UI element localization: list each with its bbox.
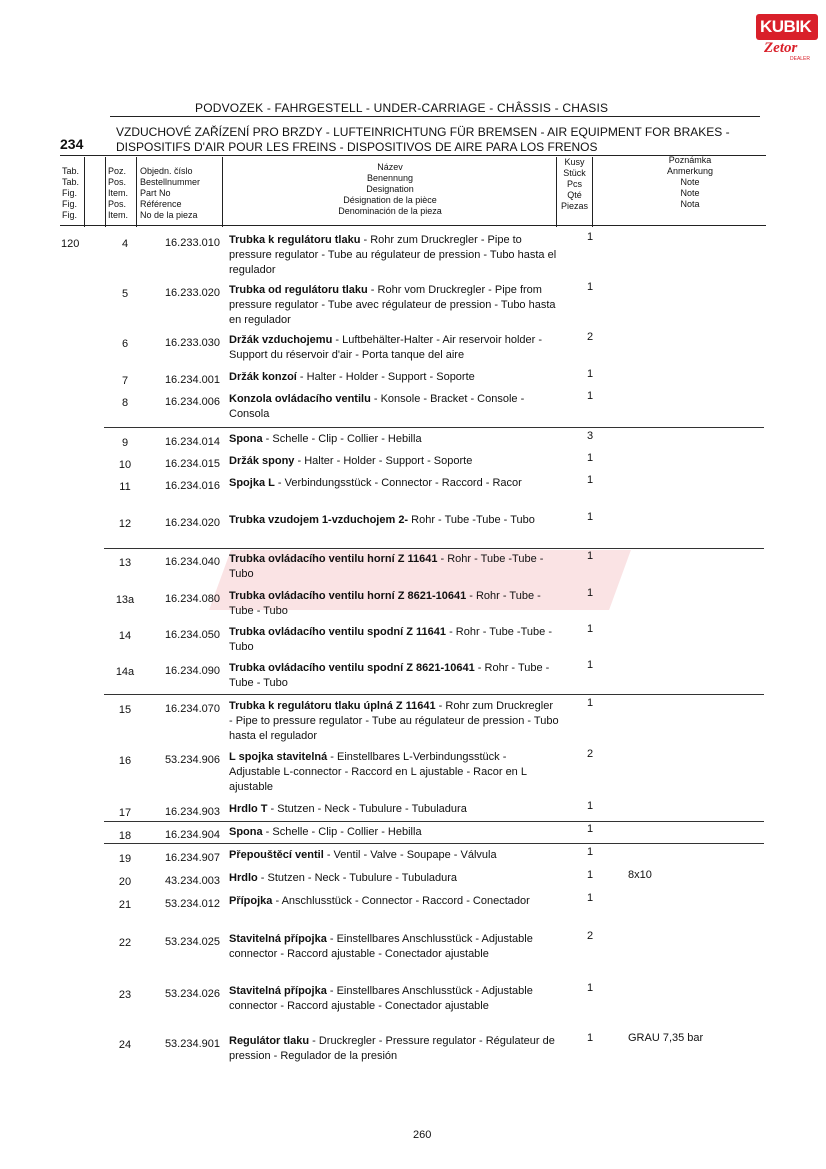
header-line: Denominación de la pieza bbox=[338, 206, 442, 216]
item-position: 16 bbox=[118, 755, 132, 767]
tab-number: 120 bbox=[61, 238, 80, 250]
part-translations: - Rohr zum Druckregler - Pipe to pressure regulator - Tube au régulateur de pression - Tubo hasta el regulador bbox=[229, 700, 559, 742]
part-description bbox=[229, 283, 559, 328]
part-name-czech: Trubka ovládacího ventilu spodní Z 11641 bbox=[229, 626, 447, 638]
quantity: 1 bbox=[586, 846, 594, 858]
header-line: Pcs bbox=[566, 179, 582, 189]
part-translations: - Rohr - Tube -Tube - Tubo bbox=[229, 553, 544, 580]
quantity: 1 bbox=[586, 659, 594, 671]
part-name-czech: Stavitelná přípojka bbox=[229, 985, 327, 997]
item-position: 18 bbox=[118, 830, 132, 842]
part-name-czech: Hrdlo bbox=[229, 872, 258, 884]
logo-bottom-text: Zetor bbox=[764, 40, 798, 56]
item-position: 22 bbox=[118, 937, 132, 949]
part-name-czech: Hrdlo T bbox=[229, 803, 268, 815]
row-separator bbox=[104, 694, 764, 695]
header-line: Objedn. číslo bbox=[140, 166, 193, 176]
part-description bbox=[229, 661, 559, 691]
part-number: 16.234.080 bbox=[164, 593, 220, 605]
part-translations: - Rohr vom Druckregler - Pipe from pressure regulator - Tube avec régulateur de pression - Tubo hasta en regulador bbox=[229, 284, 556, 326]
item-note: GRAU 7,35 bar bbox=[628, 1032, 704, 1044]
part-translations: - Rohr - Tube -Tube - Tubo bbox=[229, 590, 541, 617]
part-number: 16.234.020 bbox=[164, 517, 220, 529]
item-position: 14a bbox=[115, 666, 135, 678]
part-number: 16.234.070 bbox=[164, 703, 220, 715]
header-line: Kusy bbox=[564, 157, 585, 167]
part-description bbox=[229, 699, 559, 744]
header-line: Tab. bbox=[62, 177, 80, 187]
item-position: 13a bbox=[115, 594, 135, 606]
item-position: 17 bbox=[118, 807, 132, 819]
header-line: Název bbox=[377, 162, 403, 172]
header-pos bbox=[108, 166, 128, 221]
header-divider bbox=[222, 157, 223, 227]
header-line: Poznámka bbox=[668, 155, 712, 165]
item-position: 13 bbox=[118, 557, 132, 569]
quantity: 3 bbox=[586, 430, 594, 442]
header-divider bbox=[592, 157, 593, 227]
part-description bbox=[229, 871, 559, 886]
quantity: 2 bbox=[586, 930, 594, 942]
part-translations: - Anschlusstück - Connector - Raccord - Conectador bbox=[272, 895, 530, 907]
part-name-czech: Trubka ovládacího ventilu horní Z 11641 bbox=[229, 553, 438, 565]
group-title-line2: DISPOSITIFS D'AIR POUR LES FREINS - DISPOSITIVOS DE AIRE PARA LOS FRENOS bbox=[116, 140, 598, 154]
part-description bbox=[229, 1034, 559, 1064]
kubik-zetor-logo bbox=[756, 14, 818, 64]
part-number: 16.234.904 bbox=[164, 829, 220, 841]
part-name-czech: Trubka od regulátoru tlaku bbox=[229, 284, 368, 296]
logo-top-badge bbox=[756, 14, 818, 40]
part-translations: - Rohr - Tube -Tube - Tubo bbox=[229, 626, 552, 653]
part-translations: - Verbindungsstück - Connector - Raccord - Racor bbox=[274, 477, 522, 489]
item-position: 6 bbox=[121, 338, 129, 350]
part-translations: - Druckregler - Pressure regulator - Régulateur de pression - Regulador de la presión bbox=[229, 1035, 555, 1062]
header-line: Tab. bbox=[62, 166, 80, 176]
part-translations: - Konsole - Bracket - Console - Consola bbox=[229, 393, 525, 420]
item-position: 5 bbox=[121, 288, 129, 300]
page-number: 260 bbox=[413, 1129, 432, 1141]
item-position: 10 bbox=[118, 459, 132, 471]
logo-top-text: KUBIK bbox=[760, 17, 812, 36]
part-description bbox=[229, 432, 559, 447]
part-name-czech: Trubka k regulátoru tlaku úplná Z 11641 bbox=[229, 700, 436, 712]
header-divider bbox=[105, 157, 106, 227]
header-line: Note bbox=[680, 177, 700, 187]
header-line: Note bbox=[680, 188, 700, 198]
quantity: 2 bbox=[586, 748, 594, 760]
header-divider bbox=[136, 157, 137, 227]
section-rule bbox=[110, 116, 760, 117]
header-line: Designation bbox=[366, 184, 414, 194]
part-description bbox=[229, 802, 559, 817]
part-translations: - Schelle - Clip - Collier - Hebilla bbox=[262, 433, 422, 445]
quantity: 1 bbox=[586, 550, 594, 562]
logo-sub-text: DEALER bbox=[790, 56, 811, 62]
part-description bbox=[229, 589, 559, 619]
part-name-czech: Držák konzoí bbox=[229, 371, 297, 383]
row-separator bbox=[104, 821, 764, 822]
item-position: 8 bbox=[121, 397, 129, 409]
header-line: Fig. bbox=[62, 199, 78, 209]
header-name bbox=[300, 162, 480, 217]
part-description bbox=[229, 392, 559, 422]
part-number: 16.234.050 bbox=[164, 629, 220, 641]
part-name-czech: Stavitelná přípojka bbox=[229, 933, 327, 945]
item-position: 19 bbox=[118, 853, 132, 865]
part-description bbox=[229, 513, 559, 528]
part-translations: - Rohr zum Druckregler - Pipe to pressure regulator - Tube au régulateur de pression - Tubo hasta el regulador bbox=[229, 234, 557, 276]
quantity: 1 bbox=[586, 823, 594, 835]
item-note: 8x10 bbox=[628, 869, 652, 881]
item-position: 14 bbox=[118, 630, 132, 642]
part-name-czech: Trubka ovládacího ventilu horní Z 8621-10641 bbox=[229, 590, 467, 602]
part-number: 53.234.026 bbox=[164, 988, 220, 1000]
part-number: 16.234.015 bbox=[164, 458, 220, 470]
header-line: Part No bbox=[140, 188, 171, 198]
part-number: 16.234.090 bbox=[164, 665, 220, 677]
header-line: Pos. bbox=[108, 177, 127, 187]
header-tab bbox=[62, 166, 79, 221]
part-name-czech: Trubka k regulátoru tlaku bbox=[229, 234, 361, 246]
item-position: 21 bbox=[118, 899, 132, 911]
part-number: 16.233.020 bbox=[164, 287, 220, 299]
part-name-czech: Držák vzduchojemu bbox=[229, 334, 333, 346]
group-title bbox=[116, 125, 730, 155]
quantity: 1 bbox=[586, 474, 594, 486]
part-number: 16.233.010 bbox=[164, 237, 220, 249]
part-description bbox=[229, 476, 559, 491]
header-line: Fig. bbox=[62, 188, 78, 198]
part-name-czech: Trubka vzudojem 1-vzduchojem 2- bbox=[229, 514, 409, 526]
part-translations: Rohr - Tube -Tube - Tubo bbox=[408, 514, 535, 526]
quantity: 1 bbox=[586, 623, 594, 635]
header-line: Qté bbox=[567, 190, 582, 200]
item-position: 15 bbox=[118, 704, 132, 716]
part-number: 16.234.014 bbox=[164, 436, 220, 448]
part-name-czech: Regulátor tlaku bbox=[229, 1035, 310, 1047]
part-name-czech: Držák spony bbox=[229, 455, 295, 467]
part-number: 43.234.003 bbox=[164, 875, 220, 887]
header-line: Stück bbox=[563, 168, 586, 178]
part-number: 16.234.006 bbox=[164, 396, 220, 408]
part-translations: - Schelle - Clip - Collier - Hebilla bbox=[262, 826, 422, 838]
part-description bbox=[229, 894, 559, 909]
part-description bbox=[229, 233, 559, 278]
header-rule-bottom bbox=[60, 225, 766, 226]
item-position: 23 bbox=[118, 989, 132, 1001]
part-translations: - Stutzen - Neck - Tubulure - Tubuladura bbox=[267, 803, 467, 815]
part-name-czech: Spona bbox=[229, 433, 263, 445]
header-line: Benennung bbox=[366, 173, 414, 183]
row-separator bbox=[104, 427, 764, 428]
header-line: Fig. bbox=[62, 210, 78, 220]
part-name-czech: Spona bbox=[229, 826, 263, 838]
part-number: 16.234.040 bbox=[164, 556, 220, 568]
quantity: 1 bbox=[586, 587, 594, 599]
part-number: 53.234.012 bbox=[164, 898, 220, 910]
part-translations: - Luftbehälter-Halter - Air reservoir holder - Support du réservoir d'air - Porta tanque del aire bbox=[229, 334, 542, 361]
quantity: 1 bbox=[586, 697, 594, 709]
header-line: Poz. bbox=[108, 166, 127, 176]
part-translations: - Halter - Holder - Support - Soporte bbox=[294, 455, 473, 467]
part-description bbox=[229, 750, 559, 795]
header-line: Référence bbox=[140, 199, 182, 209]
part-translations: - Ventil - Valve - Soupape - Válvula bbox=[323, 849, 497, 861]
part-description bbox=[229, 552, 559, 582]
part-name-czech: Spojka L bbox=[229, 477, 275, 489]
header-line: Item. bbox=[108, 188, 129, 198]
part-number: 16.233.030 bbox=[164, 337, 220, 349]
row-separator bbox=[104, 548, 764, 549]
item-position: 11 bbox=[119, 481, 131, 493]
part-number: 16.234.016 bbox=[164, 480, 220, 492]
part-translations: - Einstellbares L-Verbindungsstück - Adjustable L-connector - Raccord en L ajustable - Racor en L ajustable bbox=[229, 751, 527, 793]
part-name-czech: Konzola ovládacího ventilu bbox=[229, 393, 371, 405]
header-line: Item. bbox=[108, 210, 129, 220]
quantity: 1 bbox=[586, 452, 594, 464]
part-description bbox=[229, 825, 559, 840]
header-line: Bestellnummer bbox=[140, 177, 201, 187]
item-position: 9 bbox=[121, 437, 129, 449]
quantity: 1 bbox=[586, 511, 594, 523]
group-title-line1: VZDUCHOVÉ ZAŘÍZENÍ PRO BRZDY - LUFTEINRICHTUNG FÜR BREMSEN - AIR EQUIPMENT FOR BRAKES - bbox=[116, 125, 730, 139]
item-position: 7 bbox=[121, 375, 129, 387]
header-line: Piezas bbox=[560, 201, 588, 211]
part-number: 53.234.025 bbox=[164, 936, 220, 948]
part-name-czech: Přepouštěcí ventil bbox=[229, 849, 324, 861]
quantity: 1 bbox=[586, 1032, 594, 1044]
part-translations: - Stutzen - Neck - Tubulure - Tubuladura bbox=[257, 872, 458, 884]
part-translations: - Rohr - Tube -Tube - Tubo bbox=[229, 662, 550, 689]
part-description bbox=[229, 370, 559, 385]
quantity: 1 bbox=[586, 869, 594, 881]
quantity: 1 bbox=[586, 390, 594, 402]
header-line: Pos. bbox=[108, 199, 127, 209]
quantity: 1 bbox=[586, 281, 594, 293]
part-number: 16.234.001 bbox=[164, 374, 220, 386]
quantity: 1 bbox=[586, 800, 594, 812]
part-description bbox=[229, 848, 559, 863]
part-description bbox=[229, 932, 559, 962]
quantity: 1 bbox=[586, 982, 594, 994]
section-title: PODVOZEK - FAHRGESTELL - UNDER-CARRIAGE - CHÂSSIS - CHASIS bbox=[195, 101, 609, 115]
part-description bbox=[229, 454, 559, 469]
item-position: 4 bbox=[121, 238, 129, 250]
header-note bbox=[620, 155, 760, 210]
quantity: 2 bbox=[586, 331, 594, 343]
item-position: 20 bbox=[118, 876, 132, 888]
part-name-czech: Přípojka bbox=[229, 895, 273, 907]
part-translations: - Halter - Holder - Support - Soporte bbox=[296, 371, 475, 383]
group-number: 234 bbox=[60, 136, 84, 152]
part-description bbox=[229, 984, 559, 1014]
header-line: Désignation de la pièce bbox=[343, 195, 437, 205]
header-order bbox=[140, 166, 200, 221]
part-number: 53.234.901 bbox=[164, 1038, 220, 1050]
part-number: 53.234.906 bbox=[164, 754, 220, 766]
quantity: 1 bbox=[586, 368, 594, 380]
part-translations: - Einstellbares Anschlusstück - Adjustable connector - Raccord ajustable - Conectador ajustable bbox=[229, 985, 533, 1012]
header-divider bbox=[84, 157, 85, 227]
part-description bbox=[229, 625, 559, 655]
header-line: Nota bbox=[680, 199, 700, 209]
quantity: 1 bbox=[586, 892, 594, 904]
header-line: Anmerkung bbox=[666, 166, 714, 176]
item-position: 24 bbox=[118, 1039, 132, 1051]
item-position: 12 bbox=[118, 518, 132, 530]
part-name-czech: L spojka stavitelná bbox=[229, 751, 328, 763]
part-translations: - Einstellbares Anschlusstück - Adjustable connector - Raccord ajustable - Conectador ajustable bbox=[229, 933, 533, 960]
quantity: 1 bbox=[586, 231, 594, 243]
header-line: No de la pieza bbox=[140, 210, 198, 220]
header-qty bbox=[557, 157, 592, 212]
part-name-czech: Trubka ovládacího ventilu spodní Z 8621-10641 bbox=[229, 662, 475, 674]
part-description bbox=[229, 333, 559, 363]
row-separator bbox=[104, 843, 764, 844]
part-number: 16.234.903 bbox=[164, 806, 220, 818]
part-number: 16.234.907 bbox=[164, 852, 220, 864]
